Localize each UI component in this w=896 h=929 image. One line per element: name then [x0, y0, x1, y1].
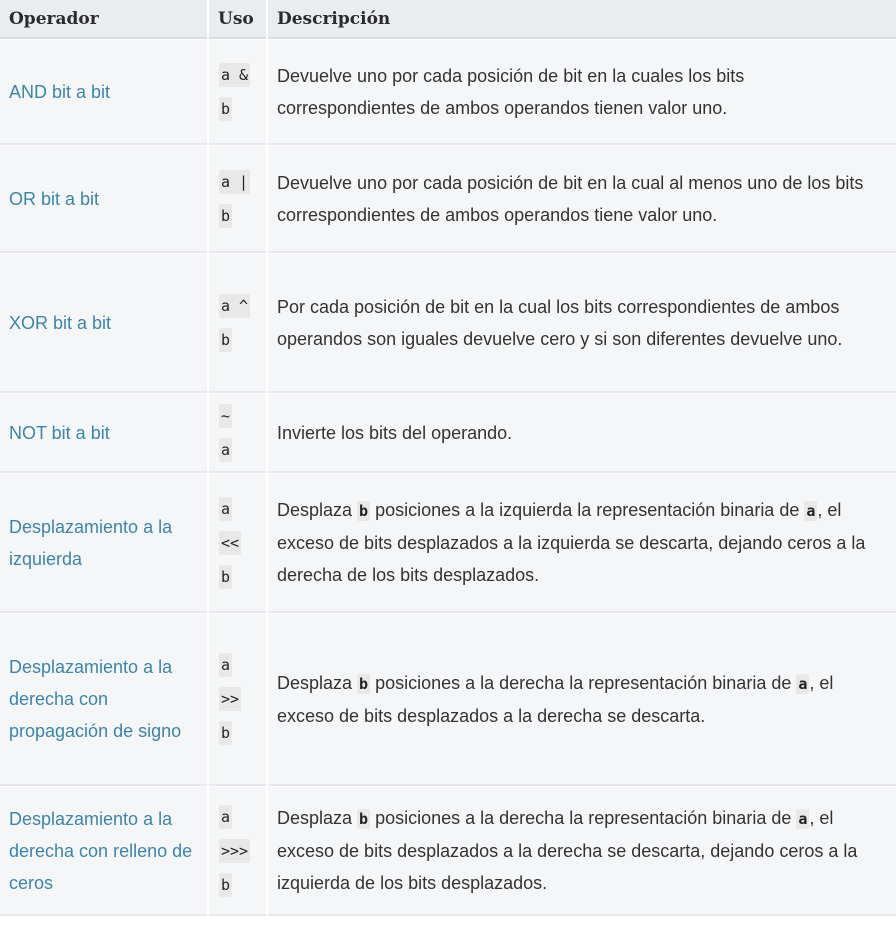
table-row [0, 253, 896, 393]
description-cell [268, 786, 896, 916]
header-description: Descripción [268, 0, 896, 39]
usage-code: b [219, 204, 232, 228]
usage-cell [209, 613, 266, 786]
usage-code: << [219, 531, 241, 555]
usage-code: a [219, 438, 232, 462]
table-row [0, 393, 896, 473]
usage-code: a | [219, 170, 250, 194]
table-row [0, 473, 896, 613]
usage-code: b [219, 721, 232, 745]
usage-cell [209, 253, 266, 393]
operator-link[interactable]: Desplazamiento a la derecha con relleno de ceros [0, 786, 207, 916]
inline-code: b [359, 502, 369, 520]
table-row [0, 145, 896, 253]
description-text: posiciones a la izquierda la representación binaria de [370, 500, 805, 520]
description-text: Desplaza [277, 500, 358, 520]
usage-cell [209, 393, 266, 473]
table-header-row [0, 0, 896, 39]
usage-code: a ^ [219, 294, 250, 318]
usage-code: a & [219, 63, 250, 87]
description-text: , el exceso de bits desplazados a la izquierda se descarta, dejando ceros a la derecha de los bits desplazados. [277, 500, 866, 585]
usage-code: a [219, 653, 232, 677]
description-text: posiciones a la derecha la representación binaria de [370, 672, 797, 693]
usage-code: b [219, 97, 232, 121]
table-row [0, 613, 896, 786]
usage-code: ~ [219, 404, 232, 428]
operator-link[interactable]: Desplazamiento a la derecha con propagación de signo [0, 613, 207, 786]
inline-code: a [798, 810, 808, 828]
usage-code: a [219, 805, 232, 829]
table-row [0, 39, 896, 145]
description-text: Por cada posición de bit en la cual los bits correspondientes de ambos operandos son iguales devuelve cero y si son diferentes devuelve uno. [277, 296, 843, 349]
description-cell [268, 39, 896, 145]
usage-code: >>> [219, 839, 250, 863]
operator-link[interactable]: OR bit a bit [0, 145, 207, 253]
operator-link[interactable]: AND bit a bit [0, 39, 207, 145]
header-usage: Uso [209, 0, 266, 39]
usage-cell [209, 39, 266, 145]
operator-link[interactable]: NOT bit a bit [0, 393, 207, 473]
inline-code: a [806, 502, 816, 520]
description-cell [268, 253, 896, 393]
table-row [0, 786, 896, 916]
description-text: , el exceso de bits desplazados a la derecha se descarta. [277, 672, 834, 726]
inline-code: a [798, 674, 808, 693]
usage-code: b [219, 565, 232, 589]
usage-code: b [219, 328, 232, 352]
usage-code: a [219, 497, 232, 521]
usage-code: >> [219, 687, 241, 711]
usage-cell [209, 145, 266, 253]
description-text: posiciones a la derecha la representación binaria de [370, 808, 797, 828]
description-cell [268, 393, 896, 473]
description-cell [268, 145, 896, 253]
inline-code: b [359, 674, 369, 693]
description-cell [268, 613, 896, 786]
usage-cell [209, 786, 266, 916]
usage-code: b [219, 873, 232, 897]
description-text: Devuelve uno por cada posición de bit en la cual al menos uno de los bits correspondientes de ambos operandos tiene valor uno. [277, 172, 864, 225]
usage-cell [209, 473, 266, 613]
operator-link[interactable]: XOR bit a bit [0, 253, 207, 393]
header-operator: Operador [0, 0, 207, 39]
description-cell [268, 473, 896, 613]
description-text: Invierte los bits del operando. [277, 422, 513, 443]
inline-code: b [359, 810, 369, 828]
description-text: Desplaza [277, 808, 358, 828]
description-text: Desplaza [277, 672, 358, 693]
description-text: , el exceso de bits desplazados a la derecha se descarta, dejando ceros a la izquierda de los bits desplazados. [277, 808, 858, 893]
operator-link[interactable]: Desplazamiento a la izquierda [0, 473, 207, 613]
description-text: Devuelve uno por cada posición de bit en la cuales los bits correspondientes de ambos operandos tienen valor uno. [277, 65, 745, 118]
